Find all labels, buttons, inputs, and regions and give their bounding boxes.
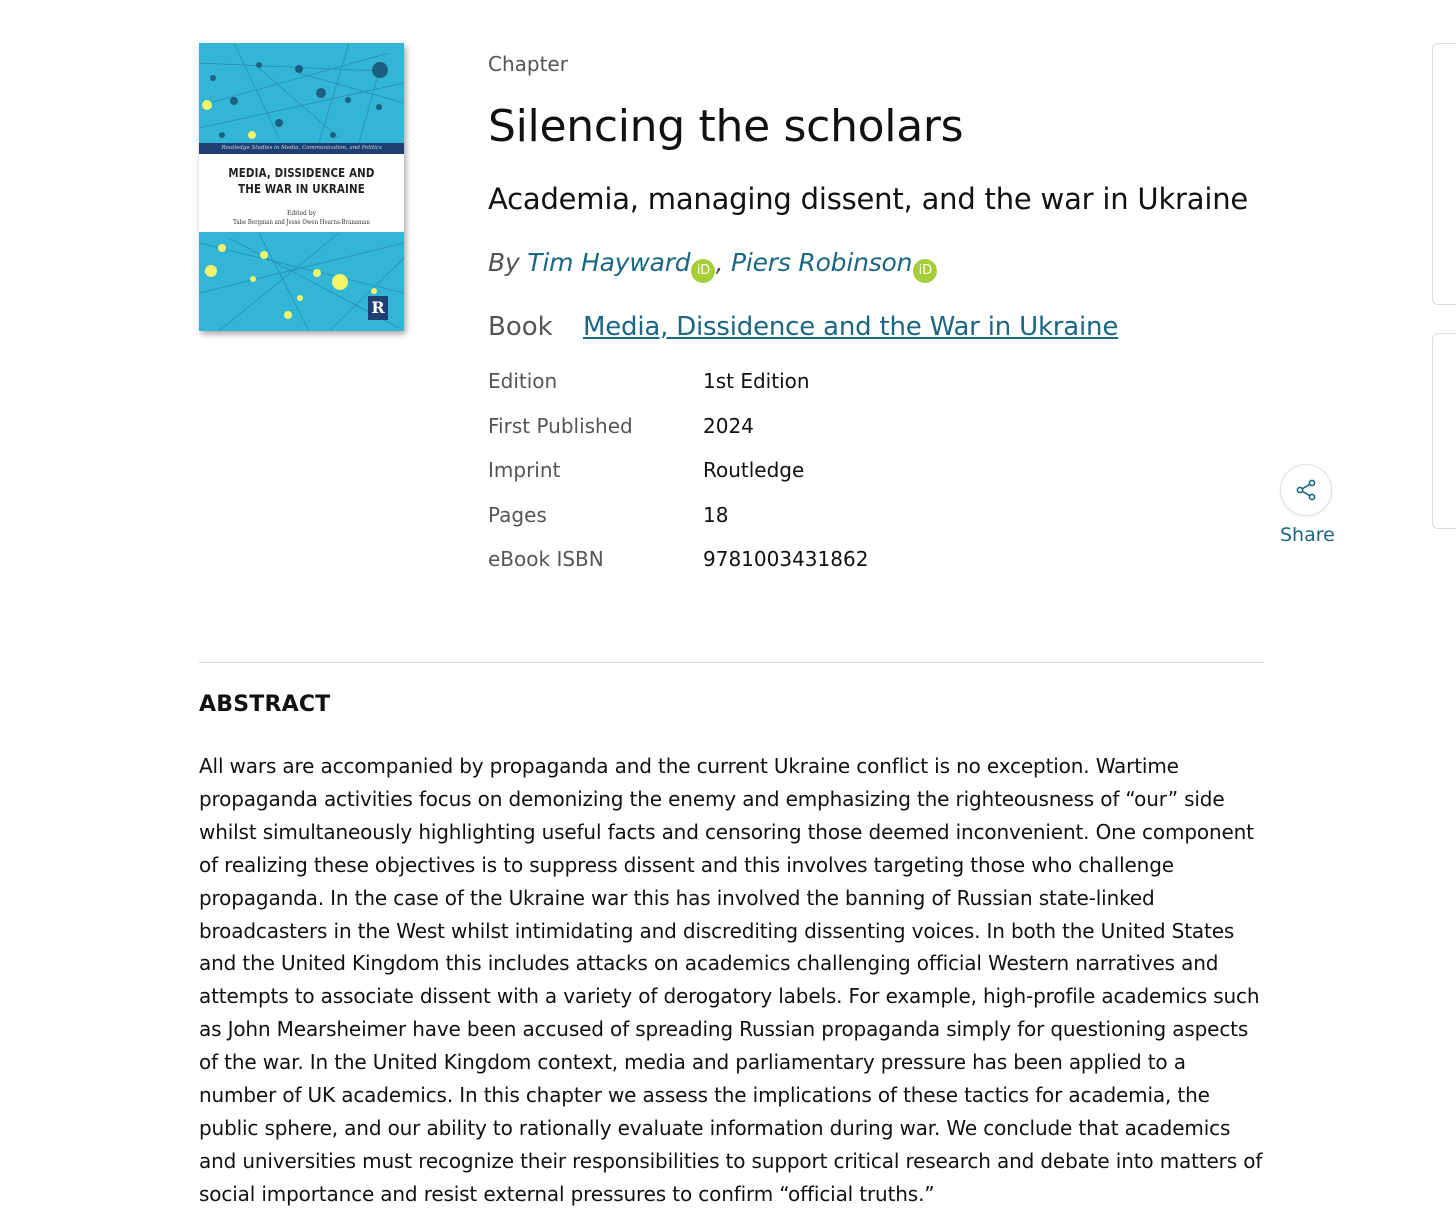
by-label: By bbox=[488, 248, 520, 277]
detail-label: Edition bbox=[488, 369, 558, 393]
side-panel-bottom bbox=[1432, 333, 1456, 529]
routledge-logo: R bbox=[368, 296, 388, 320]
detail-label: eBook ISBN bbox=[488, 547, 604, 571]
detail-label: Pages bbox=[488, 502, 547, 527]
author-list bbox=[488, 248, 937, 283]
share-button[interactable] bbox=[1280, 464, 1335, 546]
detail-value: 1st Edition bbox=[703, 369, 810, 393]
share-icon-circle[interactable] bbox=[1280, 464, 1332, 516]
detail-label: First Published bbox=[488, 413, 633, 438]
section-divider bbox=[199, 662, 1264, 663]
book-label: Book bbox=[488, 312, 553, 342]
detail-value: 18 bbox=[703, 502, 729, 527]
orcid-icon[interactable]: iD bbox=[691, 259, 715, 283]
cover-title-panel bbox=[199, 154, 404, 232]
content-type-label: Chapter bbox=[488, 52, 568, 76]
orcid-icon[interactable]: iD bbox=[913, 259, 937, 283]
cover-editors: Tabe Bergman and Jesse Owen Hearns-Branaman bbox=[233, 219, 370, 226]
author-separator: , bbox=[715, 248, 731, 277]
detail-value: Routledge bbox=[703, 458, 805, 482]
detail-value: 9781003431862 bbox=[703, 547, 869, 571]
cover-edited-by: Edited by bbox=[286, 210, 317, 217]
detail-label: Imprint bbox=[488, 458, 561, 482]
cover-series: Routledge Studies in Media, Communication, and Politics bbox=[199, 143, 404, 154]
share-label: Share bbox=[1280, 524, 1335, 546]
author-link[interactable]: Tim Hayward bbox=[527, 248, 691, 277]
parent-book bbox=[488, 312, 1118, 342]
author-link[interactable]: Piers Robinson bbox=[730, 248, 913, 277]
abstract-text: All wars are accompanied by propaganda and the current Ukraine conflict is no exception. Wartime propaganda activities focus on demonizing the enemy and emphasizing the righteousness of “our” side whilst simultaneously highlighting useful facts and censoring those deemed inconvenient. One component of realizing these objectives is to suppress dissent and this involves targeting those who challenge propaganda. In the case of the Ukraine war this has involved the banning of Russian state-linked broadcasters in the West whilst intimidating and discrediting dissenting voices. In both the United States and the United Kingdom this includes attacks on academics challenging official Western narratives and attempts to associate dissent with a variety of derogatory labels. For example, high-profile academics such as John Mearsheimer have been accused of spreading Russian propaganda simply for questioning aspects of the war. In the United Kingdom context, media and parliamentary pressure has been applied to a number of UK academics. In this chapter we assess the implications of these tactics for academia, the public sphere, and our ability to rationally evaluate information during war. We conclude that academics and universities must recognize their responsibilities to support critical research and debate into matters of social importance and resist external pressures to confirm “official truths.” bbox=[199, 754, 1263, 1206]
cover-title: MEDIA, DISSIDENCE AND THE WAR IN UKRAINE bbox=[228, 165, 375, 196]
book-title-link[interactable]: Media, Dissidence and the War in Ukraine bbox=[582, 312, 1119, 342]
chapter-title: Silencing the scholars bbox=[488, 101, 964, 152]
detail-value: 2024 bbox=[703, 413, 754, 438]
book-cover[interactable] bbox=[199, 43, 404, 331]
share-icon bbox=[1294, 478, 1318, 502]
side-panel-top bbox=[1432, 43, 1456, 305]
chapter-subtitle: Academia, managing dissent, and the war in Ukraine bbox=[488, 182, 1249, 216]
abstract-heading: ABSTRACT bbox=[199, 692, 331, 717]
